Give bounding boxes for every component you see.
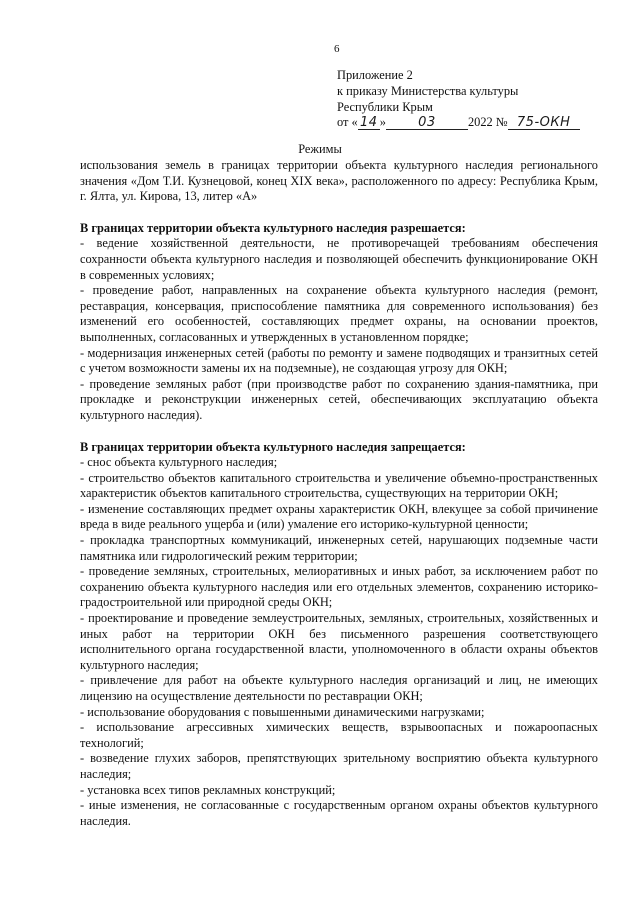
prohibited-item: - прокладка транспортных коммуникаций, инженерных сетей, нарушающих подземные части памятника или гидрологический режим территории; xyxy=(80,533,598,563)
handwritten-day: 14 xyxy=(358,116,380,130)
appendix-line-1: Приложение 2 xyxy=(337,68,413,82)
prohibited-item: - установка всех типов рекламных конструкций; xyxy=(80,782,336,797)
prohibited-item: - снос объекта культурного наследия; xyxy=(80,455,278,470)
appendix-date-line xyxy=(337,115,580,131)
prohibited-item: - проведение земляных, строительных, мелиоративных и иных работ, за исключением работ по сохранению объекта культурного наследия или его отдельных элементов, сохранению историко-градостроительной или природной среды ОКН; xyxy=(80,564,598,610)
page-number: 6 xyxy=(334,43,340,55)
appendix-block xyxy=(337,68,580,131)
handwritten-order-number: 75-ОКН xyxy=(508,116,580,130)
prohibited-item: - использование оборудования с повышенными динамическими нагрузками; xyxy=(80,704,485,719)
intro-paragraph: использования земель в границах территории объекта культурного наследия регионального значения «Дом Т.И. Кузнецовой, конец XIX века», расположенного по адресу: Республика Крым, г. Ялта, ул. Кирова, 13, литер «А» xyxy=(80,158,598,204)
prohibited-heading: В границах территории объекта культурного наследия запрещается: xyxy=(80,439,466,454)
appendix-line-3: Республики Крым xyxy=(337,99,433,114)
date-prefix: от « xyxy=(337,115,358,130)
prohibited-item: - изменение составляющих предмет охраны характеристик ОКН, влекущее за собой причинение вреда в виде реального ущерба и (или) умаление его историко-культурной ценности; xyxy=(80,501,598,532)
prohibited-item: - проектирование и проведение землеустроительных, земляных, строительных, хозяйственных и иных работ на территории ОКН без письменного разрешения соответствующего исполнительного органа государственной власти, уполномоченного в области охраны объектов культурного наследия; xyxy=(80,611,598,672)
year-text: 2022 № xyxy=(467,115,508,130)
prohibited-item: - возведение глухих заборов, препятствующих зрительному восприятию объекта культурного наследия; xyxy=(80,751,598,781)
spacer xyxy=(80,424,598,440)
date-mid: » xyxy=(379,115,386,130)
document-title: Режимы xyxy=(298,142,342,156)
document-body xyxy=(80,158,598,829)
handwritten-month: 03 xyxy=(386,116,468,130)
prohibited-item: - строительство объектов капитального строительства и увеличение объемно-пространственных характеристик объектов капитального строительства, существующих на территории ОКН; xyxy=(80,470,598,501)
prohibited-item: - использование агрессивных химических веществ, взрывоопасных и пожароопасных технологий; xyxy=(80,720,598,750)
appendix-line-2: к приказу Министерства культуры xyxy=(337,83,519,98)
prohibited-item: - иные изменения, не согласованные с государственным органом охраны объектов культурного наследия. xyxy=(80,798,598,828)
prohibited-item: - привлечение для работ на объекте культурного наследия организаций и лиц, не имеющих лицензию на осуществление деятельности по реставрации ОКН; xyxy=(80,673,598,703)
allowed-heading: В границах территории объекта культурного наследия разрешается: xyxy=(80,220,466,235)
allowed-item: - проведение земляных работ (при производстве работ по сохранению здания-памятника, при прокладке и реконструкции инженерных сетей, обеспечивающих эксплуатацию объекта культурного наследия). xyxy=(80,376,598,422)
allowed-item: - модернизация инженерных сетей (работы по ремонту и замене подводящих и транзитных сетей с учетом возможности замены их на подземные), не создающая угрозу для ОКН; xyxy=(80,345,598,376)
allowed-item: - проведение работ, направленных на сохранение объекта культурного наследия (ремонт, реставрация, консервация, приспособление памятника для современного использования) без изменений его особенностей, составляющих предмет охраны, на основании проектов, выполненных, согласованных и утвержденных в установленном порядке; xyxy=(80,283,598,344)
spacer xyxy=(80,205,598,221)
allowed-item: - ведение хозяйственной деятельности, не противоречащей требованиям обеспечения сохранности объекта культурного наследия и позволяющей обеспечить функционирование ОКН в современных условиях; xyxy=(80,236,598,282)
